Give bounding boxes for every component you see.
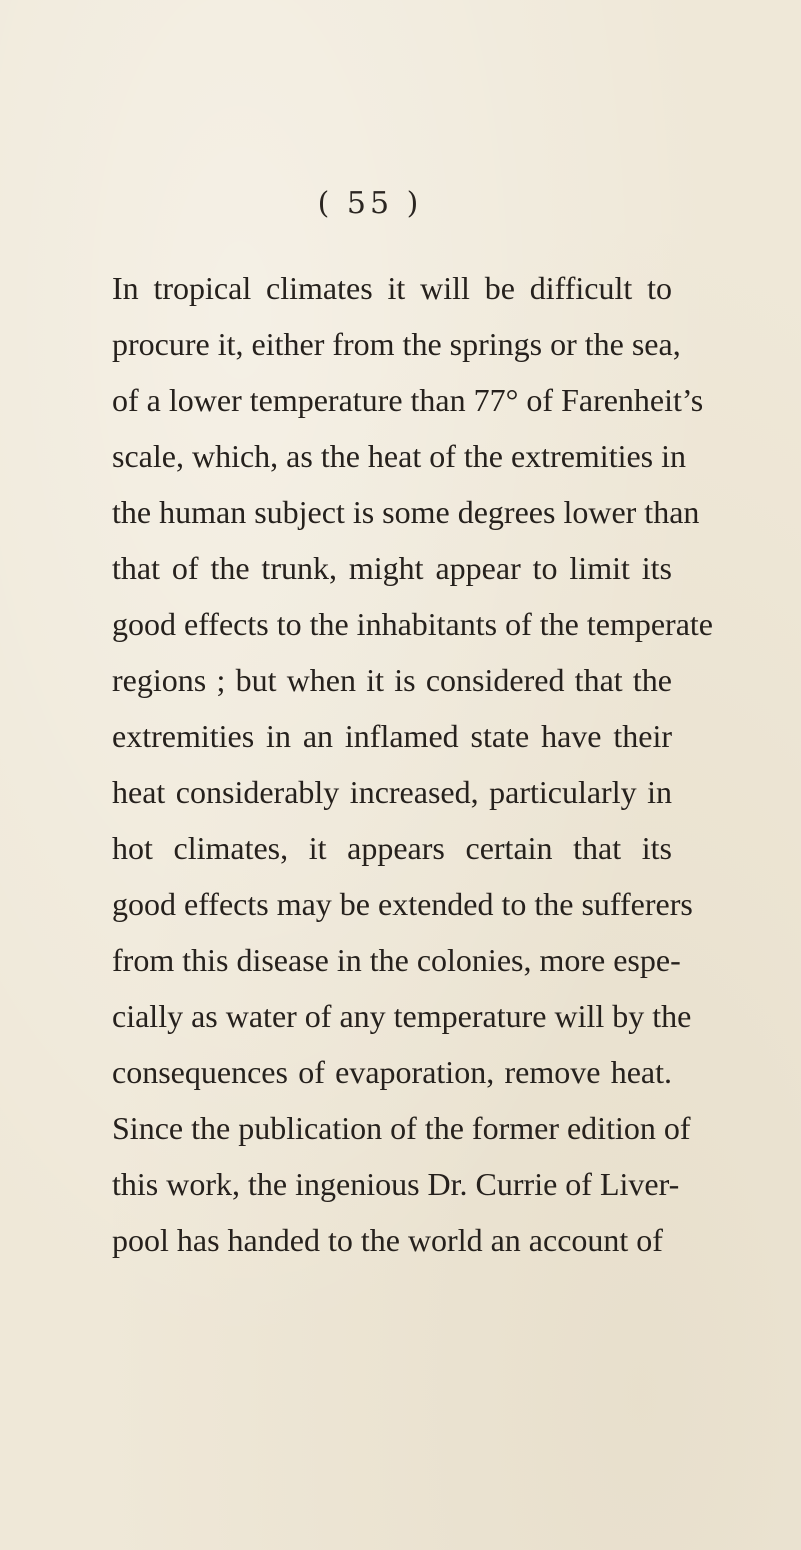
- page-number: ( 55 ): [317, 186, 423, 221]
- text-line: that of the trunk, might appear to limit its: [112, 550, 672, 586]
- text-line: In tropical climates it will be difficult to: [112, 270, 672, 306]
- text-line: extremities in an inflamed state have their: [112, 718, 672, 754]
- text-line: this work, the ingenious Dr. Currie of Liver-: [112, 1166, 680, 1202]
- text-line: good effects may be extended to the sufferers: [112, 886, 693, 922]
- text-line: procure it, either from the springs or the sea,: [112, 326, 681, 362]
- text-line: the human subject is some degrees lower than: [112, 494, 700, 530]
- text-line: hot climates, it appears certain that its: [112, 830, 672, 866]
- text-line: scale, which, as the heat of the extremities in: [112, 438, 687, 474]
- text-line: Since the publication of the former edition of: [112, 1110, 691, 1146]
- text-line: consequences of evaporation, remove heat.: [112, 1054, 672, 1090]
- text-line: regions ; but when it is considered that the: [112, 662, 672, 698]
- text-line: cially as water of any temperature will by the: [112, 998, 692, 1034]
- text-line: of a lower temperature than 77° of Farenheit’s: [112, 382, 704, 418]
- text-line: good effects to the inhabitants of the temperate: [112, 606, 713, 642]
- text-line: heat considerably increased, particularly in: [112, 774, 672, 810]
- text-line: pool has handed to the world an account of: [112, 1222, 663, 1258]
- text-line: from this disease in the colonies, more espe-: [112, 942, 681, 978]
